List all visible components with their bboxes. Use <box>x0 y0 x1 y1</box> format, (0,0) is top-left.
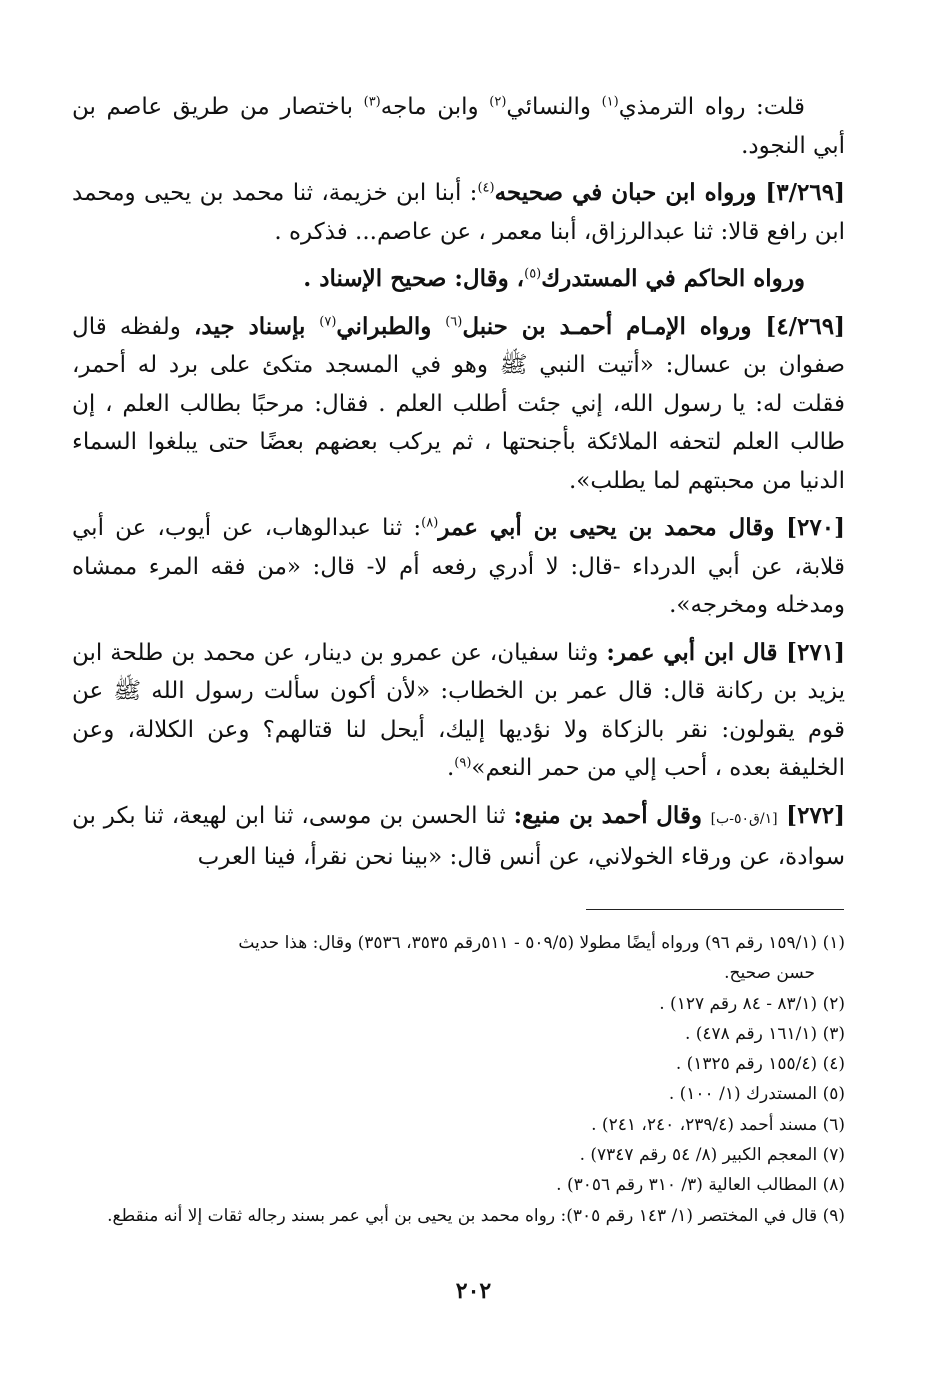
footnote-ref: (٩) <box>454 755 472 771</box>
footnote-number: (٦) <box>822 1114 845 1135</box>
paragraph-p5 <box>72 509 845 625</box>
text-run: وروا‌ه الحاكم في المستدرك <box>541 265 805 292</box>
footnote-continuation: حسن صحيح. <box>724 963 815 984</box>
footnote-ref: (٧) <box>319 313 337 329</box>
text-run: وقال أحمد بن منيع: <box>513 801 711 829</box>
footnote-text: المستدرك (١/ ١٠٠) . <box>668 1084 818 1105</box>
footnote-text: (١٦١/١ رقم ٤٧٨) . <box>684 1023 818 1044</box>
text-run: ولفظه قال صفوان بن عسال: «أتيت النبي ﷺ وهو في المسجد متكئ على برد له أحمر، فقلت له: يا رسول الله، إني جئت أطلب العلم . فقال: مرحبًا بطالب العلم ، إن طالب العلم لتحفه الملائكة بأجنحتها ، ثم يركب بعضهم بعضًا حتى يبلغوا السماء الدنيا من محبتهم لما يطلب». <box>72 313 845 494</box>
footnote-ref: (٦) <box>445 313 463 329</box>
paragraph-p2 <box>72 174 845 251</box>
footnote-number: (٧) <box>822 1145 845 1166</box>
footnote-item <box>72 928 845 989</box>
main-text <box>72 88 845 886</box>
text-run: بإسناد جيد، <box>194 312 320 340</box>
footnote-text: المطالب العالية (٣/ ٣١٠ رقم ٣٠٥٦) . <box>556 1175 818 1196</box>
footnote-text: مسند أحمد (٢٣٩/٤، ٢٤٠، ٢٤١) . <box>591 1114 818 1135</box>
text-run: [١/ق٥٠-ب] <box>710 810 778 827</box>
footnote-text: (٨٣/١ - ٨٤ رقم ١٢٧) . <box>659 993 818 1014</box>
footnote-ref: (٨) <box>421 515 439 531</box>
footnote-item <box>72 1110 845 1140</box>
text-run: وثنا سفيان، عن عمرو بن دينار، عن محمد بن طلحة ابن يزيد بن ركانة قال: قال عمر بن الخطاب: «لأن أكون سألت رسول الله ﷺ عن قوم يقولون: نقر بالزكاة ولا نؤديها إليك، أيحل لنا قتالهم؟ وعن الكلالة، وعن الخليفة بعده ، أحب إلي من حمر النعم» <box>72 639 845 781</box>
footnote-text: قال في المختصر (١/ ١٤٣ رقم ٣٠٥): رواه محمد بن يحيى بن أبي عمر بسند رجاله ثقات إلا أنه منقطع. <box>107 1205 818 1226</box>
footnote-text: (١٥٩/١ رقم ٩٦) ورواه أيضًا مطولا (٥٠٩/٥ - ٥١١رقم ٣٥٣٥، ٣٥٣٦) وقال: هذا حديث <box>238 933 818 953</box>
text-run: [٤/٢٦٩] وروا‌ه الإمـام أحمـد بن حنبل <box>462 312 845 340</box>
footnote-ref: (٣) <box>363 94 381 110</box>
text-run: : ثنا عبدالوهاب، عن أيوب، عن أبي قلابة، عن أبي الدرداء -قال: لا أدري رفعه أم لا- قال: «من فقه المرء ممشاه ومدخله ومخرجه». <box>72 515 845 618</box>
footnote-text: المعجم الكبير (٨/ ٥٤ رقم ٧٣٤٧) . <box>579 1145 818 1166</box>
text-run: قلت: رواه الترمذي <box>618 94 805 120</box>
footnote-text: (١٥٥/٤ رقم ١٣٢٥) . <box>675 1054 818 1075</box>
footnote-item <box>72 1049 845 1079</box>
footnote-item <box>72 1140 845 1170</box>
paragraph-p6 <box>72 634 845 788</box>
text-run: ، وقال: صحيح الإسناد . <box>303 265 525 292</box>
footnote-ref: (١) <box>601 94 619 110</box>
paragraph-p3 <box>72 260 845 299</box>
footnote-number: (٤) <box>822 1054 845 1075</box>
footnote-ref: (٤) <box>477 180 495 196</box>
footnote-ref: (٥) <box>524 266 542 282</box>
footnote-separator <box>586 909 844 910</box>
text-run: [٢٧١] قال ابن أبي عمر: <box>606 638 846 666</box>
paragraph-p7 <box>72 797 845 877</box>
text-run: : أبنا ابن خزيمة، ثنا محمد بن يحيى ومحمد ابن رافع قالا: ثنا عبدالرزاق، أبنا معمر ، عن عاصم... فذكره . <box>72 180 845 245</box>
footnote-number: (٥) <box>822 1084 845 1105</box>
footnote-item <box>72 989 845 1019</box>
footnote-number: (١) <box>822 933 845 953</box>
text-run: . <box>446 755 455 781</box>
text-run: وابن ماجه <box>380 94 490 120</box>
text-run: والنسائي <box>506 94 602 120</box>
footnote-item <box>72 1079 845 1109</box>
page-number: ٢٠٢ <box>455 1278 492 1304</box>
text-run: [٣/٢٦٩] وروا‌ه ابن حبان في صحيحه <box>494 179 845 206</box>
footnote-number: (٨) <box>822 1175 845 1196</box>
footnote-number: (٩) <box>822 1205 845 1226</box>
text-run: والطبراني <box>336 312 446 340</box>
paragraph-p4 <box>72 308 845 501</box>
footnotes <box>72 928 845 1231</box>
footnote-number: (٢) <box>822 993 845 1014</box>
footnote-item <box>72 1170 845 1200</box>
footnote-item <box>72 1019 845 1049</box>
paragraph-p1 <box>72 88 845 165</box>
footnote-item <box>72 1201 845 1231</box>
text-run: [٢٧٢] <box>777 801 846 829</box>
text-run: باختصار من طريق عاصم بن أبي النجود. <box>72 94 845 159</box>
text-run: [٢٧٠] وقال محمد بن يحيى بن أبي عمر <box>438 514 845 541</box>
text-run: ثنا الحسن بن موسى، ثنا ابن لهيعة، ثنا بكر بن سوادة، عن ورقاء الخولاني، عن أنس قال: «بينا نحن نقرأ، فينا العرب <box>72 802 845 870</box>
footnote-ref: (٢) <box>489 94 507 110</box>
footnote-number: (٣) <box>822 1023 845 1044</box>
